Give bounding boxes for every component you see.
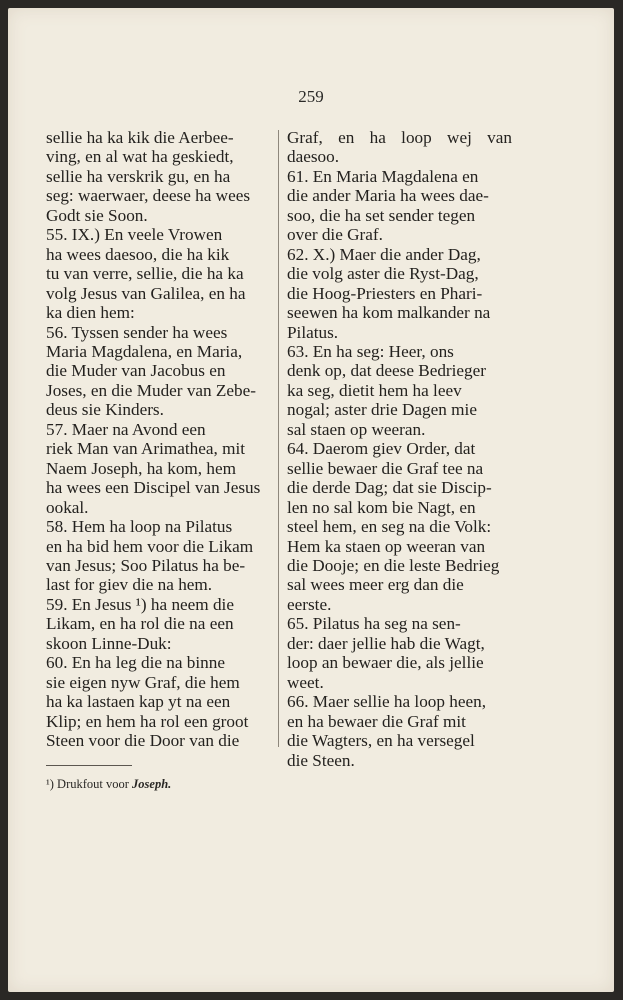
footnote-text: Drukfout voor [53,777,133,791]
verse-58: 58. Hem ha loop na Pilatus en ha bid hem voor die Likam van Jesus; Soo Pilatus ha be- last for giev die na hem. [46,517,254,595]
paragraph: Graf, en ha loop wej van daesoo. [287,128,512,167]
verse-65: 65. Pilatus ha seg na sen- der: daer jellie hab die Wagt, loop an bewaer die, als jellie weet. [287,614,485,692]
book-page [8,8,614,992]
footnote-rule [46,765,132,766]
page-number: 259 [298,87,324,106]
verse-63: 63. En ha seg: Heer, ons denk op, dat deese Bedrieger ka seg, dietit hem ha leev nogal; aster drie Dagen mie sal staen op weeran. [287,341,487,439]
footnote [46,776,446,792]
verse-66: 66. Maer sellie ha loop heen, en ha bewaer die Graf mit die Wagters, en ha versegel die Steen. [287,692,487,770]
verse-61: 61. En Maria Magdalena en die ander Maria ha wees dae- soo, die ha set sender tegen over die Graf. [287,166,489,245]
verse-56: 56. Tyssen sender ha wees Maria Magdalena, en Maria, die Muder van Jacobus en Joses, en die Muder van Zebe- deus sie Kinders. [46,322,257,420]
footnote-marker: ¹) [46,777,54,791]
verse-59: 59. En Jesus ¹) ha neem die Likam, en ha rol die na een skoon Linne-Duk: [46,594,234,653]
right-column [287,128,512,770]
left-column [46,128,272,751]
verse-62: 62. X.) Maer die ander Dag, die volg aster die Ryst-Dag, die Hoog-Priesters en Phari- seewen ha kom malkander na Pilatus. [287,244,491,342]
verse-55: 55. IX.) En veele Vrowen ha wees daesoo, die ha kik tu van verre, sellie, die ha ka volg Jesus van Galilea, en ha ka dien hem: [46,225,246,323]
verse-57: 57. Maer na Avond een riek Man van Arimathea, mit Naem Joseph, ha kom, hem ha wees een Discipel van Jesus ookal. [46,419,261,517]
footnote-emphasis: Joseph. [132,777,172,791]
verse-64: 64. Daerom giev Order, dat sellie bewaer die Graf tee na die derde Dag; dat sie Discip- len no sal kom bie Nagt, en steel hem, en seg na die Volk: Hem ka staen op weeran van die Dooje; en die leste Bedrieg sal wees meer erg dan die eerste. [287,439,500,614]
column-divider [278,130,279,747]
verse-60: 60. En ha leg die na binne sie eigen nyw Graf, die hem ha ka lastaen kap yt na een Klip; en hem ha rol een groot Steen voor die Door van die [46,653,249,751]
paragraph: sellie ha ka kik die Aerbee- ving, en al wat ha geskiedt, sellie ha verskrik gu, en ha seg: waerwaer, deese ha wees Godt sie Soon. [46,128,251,225]
